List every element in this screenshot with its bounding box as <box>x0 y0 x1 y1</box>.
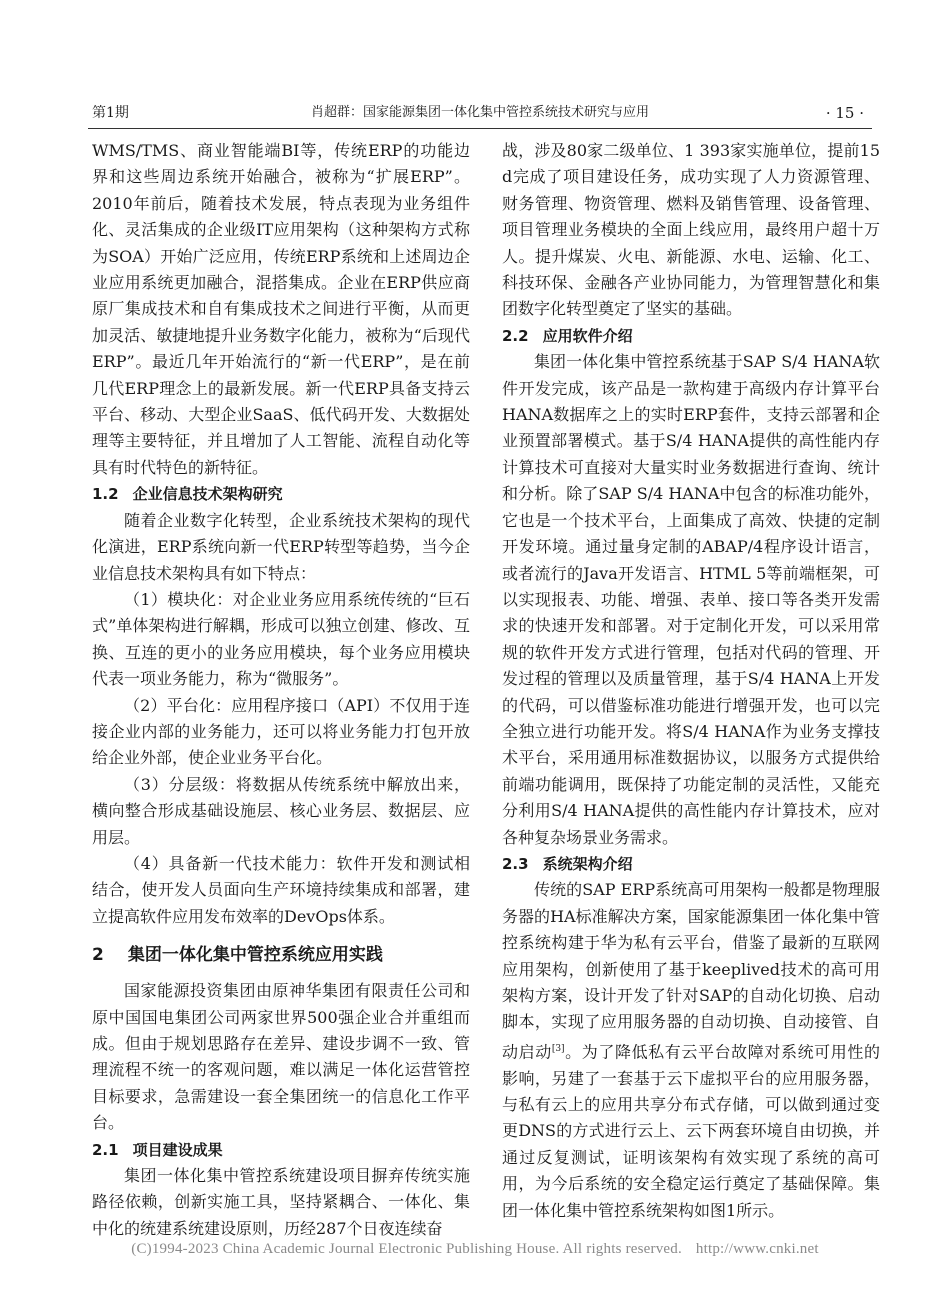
section-number: 2 <box>92 945 104 966</box>
paragraph <box>502 877 880 1224</box>
section-heading-2-3 <box>502 851 880 877</box>
page-number: · 15 · <box>825 104 864 122</box>
paragraph: （3）分层级：将数据从传统系统中解放出来，横向整合形成基础设施层、核心业务层、数据层、应用层。 <box>92 774 470 847</box>
section-number: 2.2 <box>502 326 529 345</box>
paragraph: 国家能源投资集团由原神华集团有限责任公司和原中国国电集团公司两家世界500强企业合并重组而成。但由于规划思路存在差异、建设步调不一致、管理流程不统一的客观问题，难以满足一体化运营管控目标要求，急需建设一套全集团统一的信息化工作平台。 <box>92 981 470 1133</box>
paragraph: 战，涉及80家二级单位、1 393家实施单位，提前15 d完成了项目建设任务，成功实现了人力资源管理、财务管理、物资管理、燃料及销售管理、设备管理、项目管理业务模块的全面上线应用，最终用户超十万人。提升煤炭、火电、新能源、水电、运输、化工、科技环保、金融各产业协同能力，为管理智慧化和集团数字化转型奠定了坚实的基础。 <box>502 141 880 319</box>
section-title: 系统架构介绍 <box>542 854 633 873</box>
section-title: 企业信息技术架构研究 <box>132 485 283 504</box>
paragraph-text: 。为了降低私有云平台故障对系统可用性的影响，另建了一套基于云下虚拟平台的应用服务器，与私有云上的应用共享分布式存储，可以做到通过变更DNS的方式进行云上、云下两套环境自由切换，并通过反复测试，证明该架构有效实现了系统的高可用，为今后系统的安全稳定运行奠定了基础保障。集团一体化集中管控系统架构如图1所示。 <box>502 1042 880 1220</box>
paragraph: （1）模块化：对企业业务应用系统传统的“巨石式”单体架构进行解耦，形成可以独立创建、修改、互换、互连的更小的业务应用模块，每个业务应用模块代表一项业务能力，称为“微服务”。 <box>92 589 470 689</box>
paragraph: 随着企业数字化转型，企业系统技术架构的现代化演进，ERP系统向新一代ERP转型等趋势，当今企业信息技术架构具有如下特点： <box>92 510 470 583</box>
section-title: 项目建设成果 <box>132 1140 223 1159</box>
right-column <box>502 138 880 1224</box>
footer-url: http://www.cnki.net <box>695 1241 819 1257</box>
running-title: 肖超群：国家能源集团一体化集中管控系统技术研究与应用 <box>310 105 649 120</box>
copyright-footer <box>12 1241 938 1258</box>
section-number: 1.2 <box>92 485 119 504</box>
section-heading-2 <box>92 938 470 972</box>
paragraph: WMS/TMS、商业智能端BI等，传统ERP的功能边界和这些周边系统开始融合，被称为“扩展ERP”。2010年前后，随着技术发展，特点表现为业务组件化、灵活集成的企业级IT应用架构（这种架构方式称为SOA）开始广泛应用，传统ERP系统和上述周边企业应用系统更加融合，混搭集成。企业在ERP供应商原厂集成技术和自有集成技术之间进行平衡，从而更加灵活、敏捷地提升业务数字化能力，被称为“后现代ERP”。最近几年开始流行的“新一代ERP”，是在前几代ERP理念上的最新发展。新一代ERP具备支持云平台、移动、大型企业SaaS、低代码开发、大数据处理等主要特征，并且增加了人工智能、流程自动化等具有时代特色的新特征。 <box>92 141 470 477</box>
running-header <box>88 102 872 124</box>
issue-number: 第1期 <box>92 105 129 121</box>
section-title: 应用软件介绍 <box>542 326 633 345</box>
paragraph-text: 传统的SAP ERP系统高可用架构一般都是物理服务器的HA标准解决方案，国家能源集团一体化集中管控系统构建于华为私有云平台，借鉴了最新的互联网应用架构，创新使用了基于keeplived技术的高可用架构方案，设计开发了针对SAP的自动化切换、启动脚本，实现了应用服务器的自动切换、自动接管、自动启动 <box>502 880 880 1062</box>
section-heading-2-1 <box>92 1137 470 1163</box>
paragraph: 集团一体化集中管控系统基于SAP S/4 HANA软件开发完成，该产品是一款构建于高级内存计算平台HANA数据库之上的实时ERP套件，支持云部署和企业预置部署模式。基于S/4 HANA提供的高性能内存计算技术可直接对大量实时业务数据进行查询、统计和分析。除了SAP S/4 HANA中包含的标准功能外，它也是一个技术平台，上面集成了高效、快捷的定制开发环境。通过量身定制的ABAP/4程序设计语言，或者流行的Java开发语言、HTML 5等前端框架，可以实现报表、功能、增强、表单、接口等各类开发需求的快速开发和部署。对于定制化开发，可以采用常规的软件开发方式进行管理，包括对代码的管理、开发过程的管理以及质量管理，基于S/4 HANA上开发的代码，可以借鉴标准功能进行增强开发，也可以完全独立进行功能开发。将S/4 HANA作为业务支撑技术平台，采用通用标准数据协议，以服务方式提供给前端功能调用，既保持了功能定制的灵活性，又能充分利用S/4 HANA提供的高性能内存计算技术，应对各种复杂场景业务需求。 <box>502 352 880 847</box>
paragraph: （2）平台化：应用程序接口（API）不仅用于连接企业内部的业务能力，还可以将业务能力打包开放给企业外部，使企业业务平台化。 <box>92 695 470 768</box>
section-heading-1-2 <box>92 481 470 507</box>
section-number: 2.1 <box>92 1140 119 1159</box>
section-heading-2-2 <box>502 323 880 349</box>
citation: [3] <box>551 1043 565 1054</box>
left-column <box>92 138 470 1242</box>
paragraph: 集团一体化集中管控系统建设项目摒弃传统实施路径依赖，创新实施工具，坚持紧耦合、一体化、集中化的统建系统建设原则，历经287个日夜连续奋 <box>92 1166 470 1238</box>
copyright-text: (C)1994-2023 China Academic Journal Electronic Publishing House. All rights reserved. <box>131 1241 682 1257</box>
section-title: 集团一体化集中管控系统应用实践 <box>127 945 383 966</box>
section-number: 2.3 <box>502 854 529 873</box>
paragraph: （4）具备新一代技术能力：软件开发和测试相结合，使开发人员面向生产环境持续集成和部署，建立提高软件应用发布效率的DevOps体系。 <box>92 853 470 926</box>
header-rule <box>88 128 872 129</box>
